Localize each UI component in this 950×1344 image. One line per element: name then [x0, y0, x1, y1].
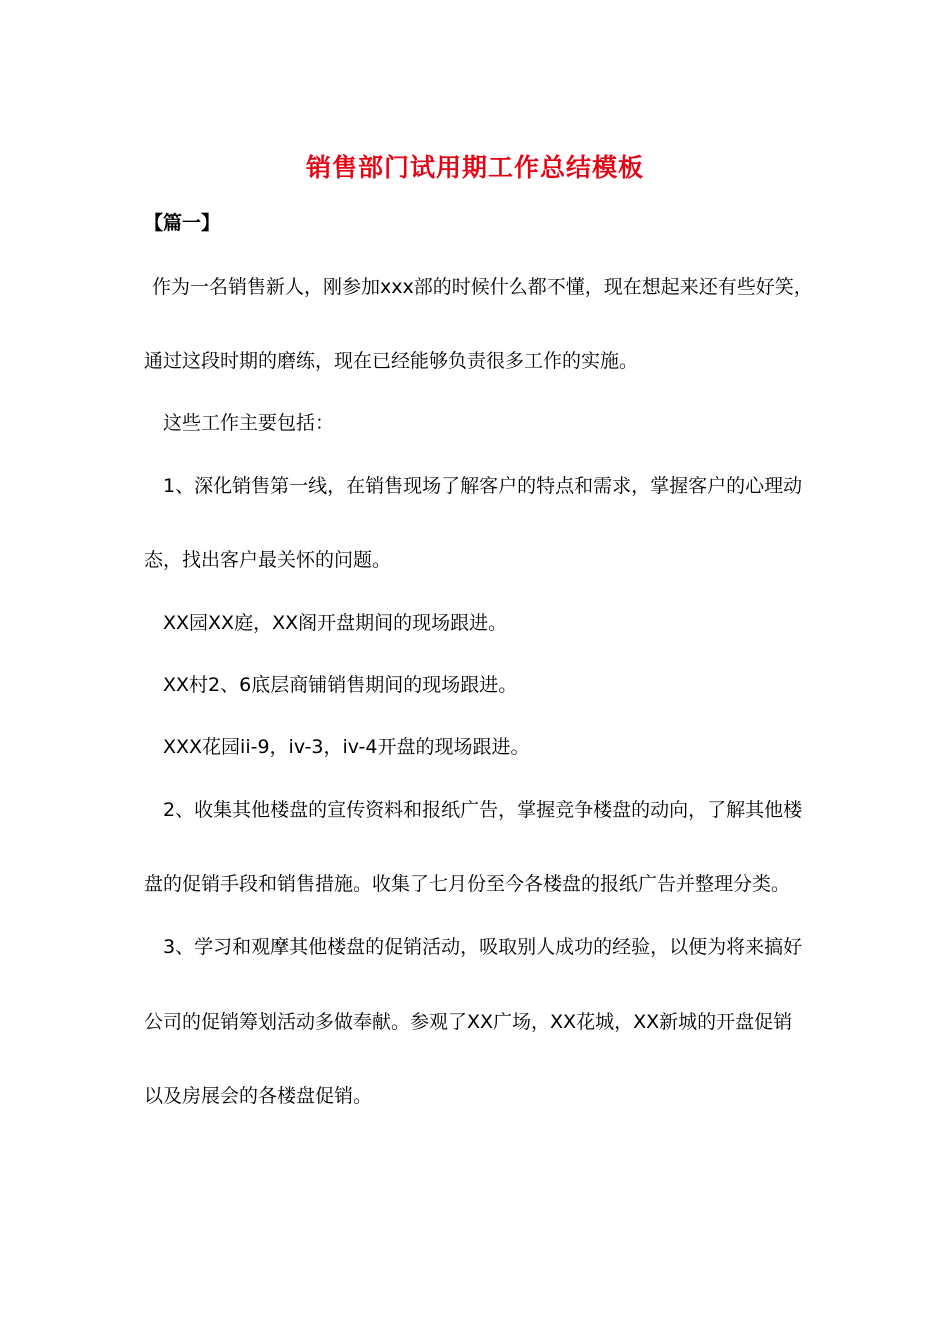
paragraph-line: 3、学习和观摩其他楼盘的促销活动，吸取别人成功的经验，以便为将来搞好 [163, 936, 803, 958]
paragraph-line: XXX花园ii-9，iv-3，iv-4开盘的现场跟进。 [163, 736, 530, 758]
paragraph-line: 通过这段时期的磨练，现在已经能够负责很多工作的实施。 [144, 350, 639, 372]
paragraph-line: 态，找出客户最关怀的问题。 [144, 549, 392, 571]
section-label: 【篇一】 [144, 212, 221, 234]
paragraph-line: 公司的促销筹划活动多做奉献。参观了XX广场，XX花城，XX新城的开盘促销 [144, 1011, 793, 1033]
paragraph-line: XX园XX庭，XX阁开盘期间的现场跟进。 [163, 612, 508, 634]
paragraph-line: 以及房展会的各楼盘促销。 [144, 1085, 373, 1107]
paragraph-line: 盘的促销手段和销售措施。收集了七月份至今各楼盘的报纸广告并整理分类。 [144, 873, 791, 895]
paragraph-line: 作为一名销售新人，刚参加xxx部的时候什么都不懂，现在想起来还有些好笑， [152, 276, 813, 298]
paragraph-line: 1、深化销售第一线，在销售现场了解客户的特点和需求，掌握客户的心理动 [163, 475, 803, 497]
paragraph-line: 这些工作主要包括： [163, 412, 335, 434]
paragraph-line: 2、收集其他楼盘的宣传资料和报纸广告，掌握竞争楼盘的动向，了解其他楼 [163, 799, 803, 821]
document-title: 销售部门试用期工作总结模板 [305, 153, 644, 182]
paragraph-line: XX村2、6底层商铺销售期间的现场跟进。 [163, 674, 518, 696]
